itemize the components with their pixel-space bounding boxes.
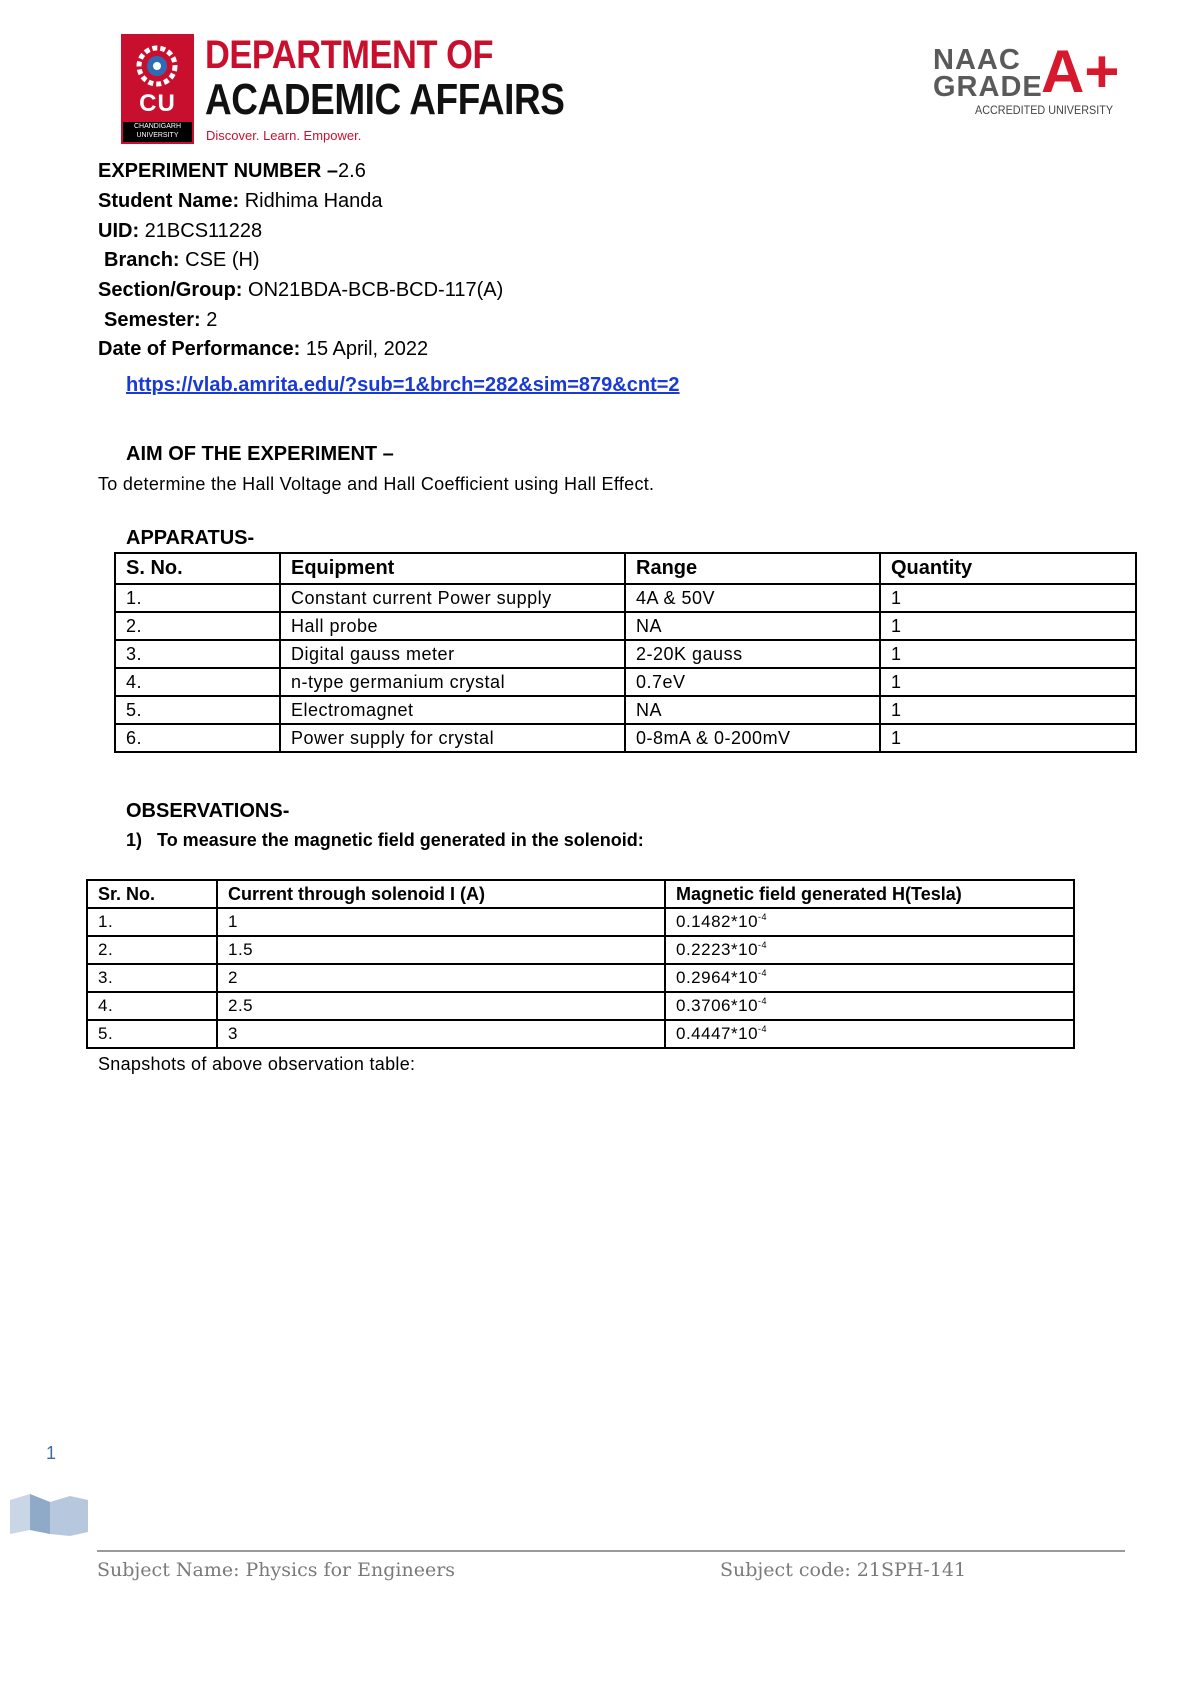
semester: Semester: 2 bbox=[104, 309, 218, 331]
header-equipment: Equipment bbox=[280, 553, 625, 584]
cell: 2.5 bbox=[217, 992, 665, 1020]
gear-emblem-icon bbox=[130, 41, 185, 91]
cell: 1.5 bbox=[217, 936, 665, 964]
table-header-row bbox=[87, 880, 1074, 908]
dept-tagline: Discover. Learn. Empower. bbox=[206, 128, 362, 143]
cell: 2-20K gauss bbox=[625, 640, 880, 668]
table-row bbox=[115, 668, 1136, 696]
cell: NA bbox=[625, 696, 880, 724]
observations-heading: OBSERVATIONS- bbox=[126, 800, 290, 822]
table-row bbox=[115, 640, 1136, 668]
cell: $0.2964*10^{-4}$ bbox=[665, 964, 1074, 992]
table-row bbox=[87, 964, 1074, 992]
observation-item: 1) To measure the magnetic field generated in the solenoid: bbox=[126, 830, 644, 850]
cell: 2 bbox=[217, 964, 665, 992]
table-row bbox=[87, 936, 1074, 964]
cell: $0.1482*10^{-4}$ bbox=[665, 908, 1074, 936]
apparatus-table bbox=[114, 552, 1137, 753]
cell: $0.2223*10^{-4}$ bbox=[665, 936, 1074, 964]
section-group: Section/Group: ON21BDA-BCB-BCD-117(A) bbox=[98, 279, 504, 301]
snapshot-caption: Snapshots of above observation table: bbox=[98, 1054, 416, 1074]
header-magnetic-field: Magnetic field generated H(Tesla) bbox=[665, 880, 1074, 908]
cell: 6. bbox=[115, 724, 280, 752]
branch: Branch: CSE (H) bbox=[104, 249, 260, 271]
cell: 1 bbox=[880, 696, 1136, 724]
experiment-number: EXPERIMENT NUMBER –2.6 bbox=[98, 160, 366, 182]
table-row bbox=[87, 992, 1074, 1020]
header-range: Range bbox=[625, 553, 880, 584]
table-row bbox=[87, 908, 1074, 936]
aim-heading: AIM OF THE EXPERIMENT – bbox=[126, 443, 394, 465]
page-corner-graphic bbox=[10, 1490, 88, 1538]
cell: 2. bbox=[115, 612, 280, 640]
table-row bbox=[115, 584, 1136, 612]
observation-table bbox=[86, 879, 1075, 1049]
cell: 1 bbox=[880, 724, 1136, 752]
cell: 4A & 50V bbox=[625, 584, 880, 612]
cell: 1 bbox=[880, 668, 1136, 696]
cell: 1 bbox=[217, 908, 665, 936]
table-row bbox=[115, 612, 1136, 640]
cell: 3. bbox=[115, 640, 280, 668]
cell: 4. bbox=[115, 668, 280, 696]
cell: Power supply for crystal bbox=[280, 724, 625, 752]
cell: 1 bbox=[880, 612, 1136, 640]
naac-text: NAAC bbox=[933, 44, 1021, 76]
page-number: 1 bbox=[46, 1443, 57, 1463]
naac-grade-mark: A+ bbox=[1041, 38, 1120, 105]
cell: $0.4447*10^{-4}$ bbox=[665, 1020, 1074, 1048]
header-current: Current through solenoid I (A) bbox=[217, 880, 665, 908]
apparatus-heading: APPARATUS- bbox=[126, 527, 255, 549]
dept-title-line1: DEPARTMENT OF bbox=[205, 33, 494, 77]
cell: 4. bbox=[87, 992, 217, 1020]
uid: UID: 21BCS11228 bbox=[98, 220, 263, 242]
vlab-link[interactable]: https://vlab.amrita.edu/?sub=1&brch=282&sim=879&cnt=2 bbox=[126, 374, 680, 396]
cell: 1. bbox=[115, 584, 280, 612]
cell: Hall probe bbox=[280, 612, 625, 640]
cell: Electromagnet bbox=[280, 696, 625, 724]
cu-logo bbox=[121, 34, 194, 144]
cell: Constant current Power supply bbox=[280, 584, 625, 612]
cell: 3. bbox=[87, 964, 217, 992]
cell: 1. bbox=[87, 908, 217, 936]
cell: 0.7eV bbox=[625, 668, 880, 696]
dept-title-line2: ACADEMIC AFFAIRS bbox=[205, 75, 565, 124]
table-row bbox=[115, 724, 1136, 752]
table-row bbox=[87, 1020, 1074, 1048]
cell: 1 bbox=[880, 640, 1136, 668]
header-sno: S. No. bbox=[115, 553, 280, 584]
cell: 3 bbox=[217, 1020, 665, 1048]
cu-subtitle: CHANDIGARH UNIVERSITY bbox=[123, 122, 192, 142]
cell: 1 bbox=[880, 584, 1136, 612]
date-of-performance: Date of Performance: 15 April, 2022 bbox=[98, 338, 429, 360]
footer-subject-name: Subject Name: Physics for Engineers bbox=[97, 1559, 456, 1581]
cell: 0-8mA & 0-200mV bbox=[625, 724, 880, 752]
naac-logo bbox=[933, 38, 1123, 124]
table-row bbox=[115, 696, 1136, 724]
cell: 2. bbox=[87, 936, 217, 964]
table-header-row bbox=[115, 553, 1136, 584]
header-srno: Sr. No. bbox=[87, 880, 217, 908]
footer-subject-code: Subject code: 21SPH-141 bbox=[720, 1559, 967, 1581]
naac-grade-text: GRADE bbox=[933, 71, 1043, 103]
aim-text: To determine the Hall Voltage and Hall Coefficient using Hall Effect. bbox=[98, 474, 655, 494]
cell: NA bbox=[625, 612, 880, 640]
cell: n-type germanium crystal bbox=[280, 668, 625, 696]
cell: $0.3706*10^{-4}$ bbox=[665, 992, 1074, 1020]
student-name: Student Name: Ridhima Handa bbox=[98, 190, 383, 212]
cell: 5. bbox=[87, 1020, 217, 1048]
footer-divider bbox=[97, 1550, 1125, 1552]
header-quantity: Quantity bbox=[880, 553, 1136, 584]
cell: Digital gauss meter bbox=[280, 640, 625, 668]
naac-accredited: ACCREDITED UNIVERSITY bbox=[975, 103, 1114, 117]
cell: 5. bbox=[115, 696, 280, 724]
cu-letters: CU bbox=[139, 90, 176, 117]
